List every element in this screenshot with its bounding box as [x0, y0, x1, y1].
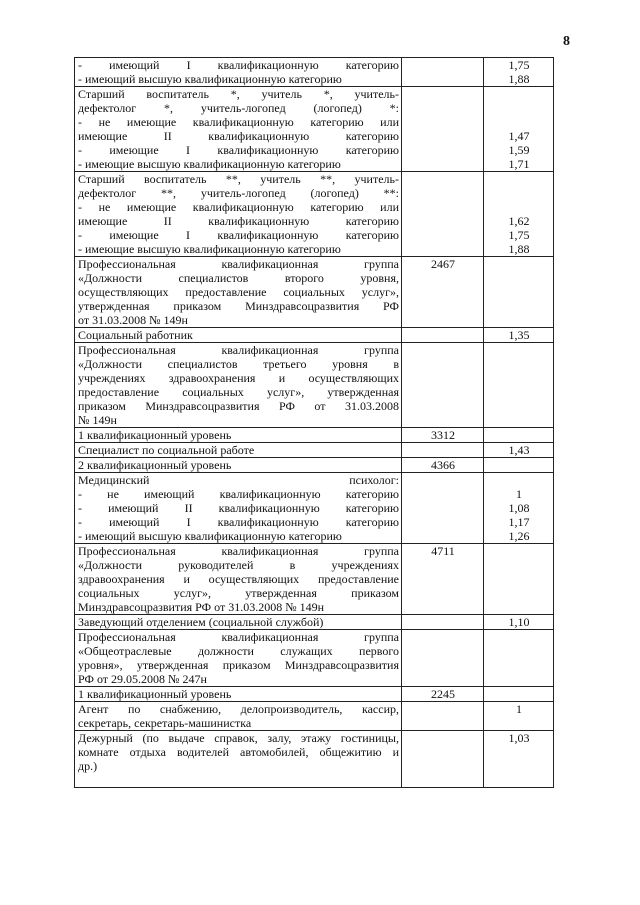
position-text-line: - не имеющие квалификационную категорию или — [78, 115, 399, 129]
position-text-line: имеющие II квалификационную категорию — [78, 214, 399, 228]
table-row — [75, 458, 554, 473]
coefficient-value — [487, 630, 551, 644]
coefficient-value: 1 — [516, 702, 522, 716]
coefficient-cell — [484, 630, 554, 687]
coefficient-value — [487, 186, 551, 200]
position-cell — [75, 702, 402, 731]
coefficient-value: 1,35 — [508, 328, 530, 342]
position-cell — [75, 630, 402, 687]
position-text-line: - имеющий I квалификационную категорию — [78, 515, 399, 529]
position-text-line: - имеющие высшую квалификационную категорию — [78, 157, 341, 171]
table-row — [75, 428, 554, 443]
coefficient-cell — [484, 343, 554, 428]
coefficient-value — [487, 257, 551, 271]
position-text-line: - не имеющий квалификационную категорию — [78, 487, 399, 501]
position-cell — [75, 172, 402, 257]
position-text-line: - имеющий высшую квалификационную категорию — [78, 529, 342, 543]
position-text-line: Минздравсоцразвития РФ от 31.03.2008 № 149н — [78, 600, 325, 614]
position-cell — [75, 458, 402, 473]
coefficient-cell — [484, 615, 554, 630]
position-cell — [75, 87, 402, 172]
position-text-line: - имеющие высшую квалификационную категорию — [78, 242, 341, 256]
position-text-line: Старший воспитатель *, учитель *, учитель- — [78, 87, 399, 101]
table-row — [75, 328, 554, 343]
coefficient-value: 1,08 — [508, 501, 530, 515]
position-text-line: «Общеотраслевые должности служащих первого — [78, 644, 399, 658]
coefficient-value: 1,03 — [508, 731, 530, 745]
position-text-line: «Должности специалистов третьего уровня в — [78, 357, 399, 371]
position-text-line: секретарь, секретарь-машинистка — [78, 716, 252, 730]
position-text-line: приказом Минздравсоцразвития РФ от 31.03.2008 — [78, 399, 399, 413]
position-text-line: Заведующий отделением (социальной службой) — [78, 615, 324, 629]
position-text-line: Агент по снабжению, делопроизводитель, кассир, — [78, 702, 399, 716]
position-text-line: «Должности специалистов второго уровня, — [78, 271, 399, 285]
page-number: 8 — [563, 34, 570, 49]
coefficient-value: 1,88 — [508, 242, 530, 256]
salary-cell — [402, 615, 484, 630]
coefficient-value — [487, 101, 551, 115]
salary-cell — [402, 458, 484, 473]
position-text-line: утвержденная приказом Минздравсоцразвития РФ — [78, 299, 399, 313]
position-text-line: 2 квалификационный уровень — [78, 458, 232, 472]
coefficient-value: 1,71 — [508, 157, 530, 171]
coefficient-value: 1,10 — [508, 615, 530, 629]
salary-cell — [402, 443, 484, 458]
position-text-line: Профессиональная квалификационная группа — [78, 343, 399, 357]
position-cell — [75, 443, 402, 458]
position-cell — [75, 687, 402, 702]
salary-cell — [402, 87, 484, 172]
salary-cell — [402, 58, 484, 87]
position-text-line: Профессиональная квалификационная группа — [78, 544, 399, 558]
coefficient-cell — [484, 328, 554, 343]
salary-value: 4711 — [431, 544, 455, 558]
position-text-line: Профессиональная квалификационная группа — [78, 630, 399, 644]
salary-cell — [402, 544, 484, 615]
position-text-line: дефектолог *, учитель-логопед (логопед) *: — [78, 101, 399, 115]
table-row — [75, 473, 554, 544]
salary-value: 2467 — [431, 257, 455, 271]
salary-value: 3312 — [431, 428, 455, 442]
position-text-line: РФ от 29.05.2008 № 247н — [78, 672, 207, 686]
salary-value: 2245 — [431, 687, 455, 701]
coefficient-cell — [484, 473, 554, 544]
position-cell — [75, 544, 402, 615]
salary-cell — [402, 473, 484, 544]
position-cell — [75, 473, 402, 544]
position-text-line: осуществляющих предоставление социальных услуг», — [78, 285, 399, 299]
table-row — [75, 443, 554, 458]
coefficient-value — [487, 115, 551, 129]
position-text-line: 1 квалификационный уровень — [78, 687, 232, 701]
position-text-line: Профессиональная квалификационная группа — [78, 257, 399, 271]
coefficient-cell — [484, 443, 554, 458]
coefficient-cell — [484, 731, 554, 788]
coefficient-value: 1,88 — [508, 72, 530, 86]
position-text-line: - не имеющие квалификационную категорию или — [78, 200, 399, 214]
coefficient-value: 1,75 — [508, 228, 530, 242]
position-text-line: имеющие II квалификационную категорию — [78, 129, 399, 143]
salary-cell — [402, 731, 484, 788]
coefficient-value — [487, 87, 551, 101]
position-text-line: Специалист по социальной работе — [78, 443, 255, 457]
position-text-line: «Должности руководителей в учреждениях — [78, 558, 399, 572]
coefficient-cell — [484, 702, 554, 731]
coefficient-cell — [484, 87, 554, 172]
coefficient-value — [487, 343, 551, 357]
coefficient-cell — [484, 458, 554, 473]
tariff-table — [74, 57, 554, 788]
position-text-line: 1 квалификационный уровень — [78, 428, 232, 442]
table-row — [75, 630, 554, 687]
position-text-line: здравоохранения и осуществляющих предоставление — [78, 572, 399, 586]
position-text-line: комнате отдыха водителей автомобилей, общежитию и — [78, 745, 399, 759]
position-text-line: - имеющие I квалификационную категорию — [78, 228, 399, 242]
coefficient-cell — [484, 257, 554, 328]
table-row — [75, 257, 554, 328]
salary-cell — [402, 630, 484, 687]
coefficient-value — [487, 458, 551, 472]
coefficient-value: 1,43 — [508, 443, 530, 457]
position-cell — [75, 615, 402, 630]
position-text-line: уровня», утвержденная приказом Минздравсоцразвития — [78, 658, 399, 672]
coefficient-value — [487, 200, 551, 214]
coefficient-value — [487, 428, 551, 442]
coefficient-value: 1,17 — [508, 515, 530, 529]
table-body — [75, 58, 554, 788]
position-text-line: Дежурный (по выдаче справок, залу, этажу гостиницы, — [78, 731, 399, 745]
salary-value: 4366 — [431, 458, 455, 472]
coefficient-value: 1,59 — [508, 143, 530, 157]
position-text-line: Медицинский психолог: — [78, 473, 399, 487]
coefficient-value: 1,62 — [508, 214, 530, 228]
coefficient-value — [487, 544, 551, 558]
salary-cell — [402, 257, 484, 328]
position-text-line: др.) — [78, 759, 98, 773]
table-row — [75, 544, 554, 615]
coefficient-cell — [484, 172, 554, 257]
position-text-line: Старший воспитатель **, учитель **, учитель- — [78, 172, 399, 186]
salary-cell — [402, 343, 484, 428]
coefficient-value: 1,75 — [508, 58, 530, 72]
coefficient-cell — [484, 687, 554, 702]
table-row — [75, 731, 554, 788]
coefficient-value: 1,47 — [508, 129, 530, 143]
coefficient-cell — [484, 428, 554, 443]
table-row — [75, 702, 554, 731]
position-cell — [75, 343, 402, 428]
position-text-line: дефектолог **, учитель-логопед (логопед) **: — [78, 186, 399, 200]
position-text-line: № 149н — [78, 413, 117, 427]
position-text-line: учреждениях здравоохранения и осуществляющих — [78, 371, 399, 385]
position-text-line: Социальный работник — [78, 328, 193, 342]
position-text-line: - имеющий I квалификационную категорию — [78, 58, 399, 72]
table-row — [75, 343, 554, 428]
position-cell — [75, 257, 402, 328]
position-text-line: - имеющие I квалификационную категорию — [78, 143, 399, 157]
table-row — [75, 172, 554, 257]
table-row — [75, 687, 554, 702]
coefficient-cell — [484, 58, 554, 87]
position-text-line: - имеющий высшую квалификационную категорию — [78, 72, 342, 86]
position-cell — [75, 428, 402, 443]
position-cell — [75, 58, 402, 87]
position-text-line: социальных услуг», утвержденная приказом — [78, 586, 399, 600]
table-row — [75, 87, 554, 172]
coefficient-value — [487, 687, 551, 701]
position-text-line: предоставление социальных услуг», утвержденная — [78, 385, 399, 399]
salary-cell — [402, 702, 484, 731]
coefficient-value: 1 — [516, 487, 522, 501]
coefficient-cell — [484, 544, 554, 615]
position-cell — [75, 328, 402, 343]
position-text-line: от 31.03.2008 № 149н — [78, 313, 188, 327]
coefficient-value: 1,26 — [508, 529, 530, 543]
salary-cell — [402, 428, 484, 443]
coefficient-value — [487, 473, 551, 487]
salary-cell — [402, 328, 484, 343]
position-text-line: - имеющий II квалификационную категорию — [78, 501, 399, 515]
salary-cell — [402, 172, 484, 257]
salary-cell — [402, 687, 484, 702]
table-row — [75, 58, 554, 87]
coefficient-value — [487, 172, 551, 186]
position-cell — [75, 731, 402, 788]
table-row — [75, 615, 554, 630]
